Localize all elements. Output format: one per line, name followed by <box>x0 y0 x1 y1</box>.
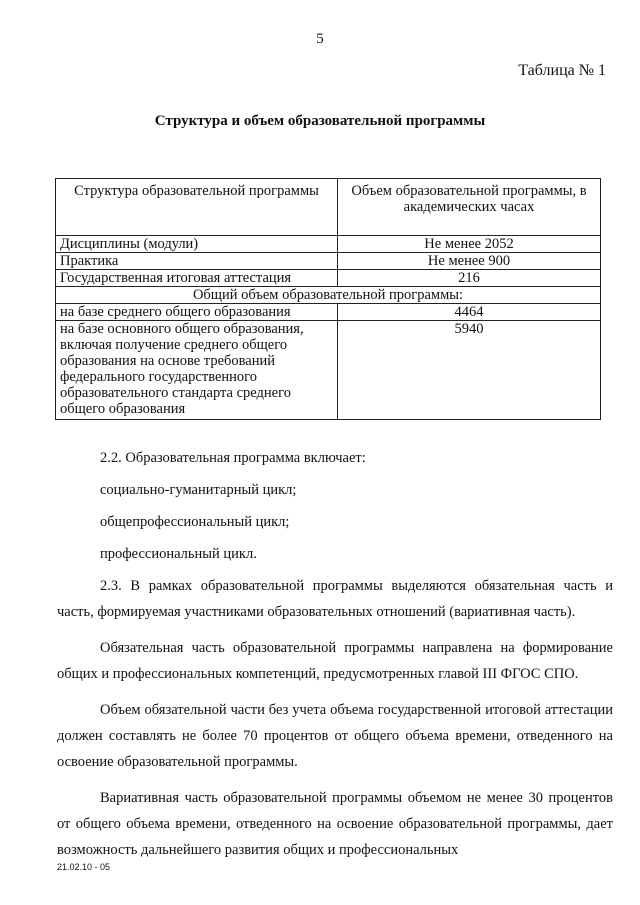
table-row <box>56 270 601 287</box>
table-cell-structure: на базе среднего общего образования <box>56 304 338 321</box>
paragraph: Объем обязательной части без учета объема государственной итоговой аттестации должен составлять не более 70 процентов от общего объема времени, отведенного на освоение образовательной программы. <box>57 702 613 770</box>
table-cell-volume: Не менее 900 <box>338 253 601 270</box>
table-row <box>56 321 601 420</box>
table-row <box>56 236 601 253</box>
table-cell-structure: Практика <box>56 253 338 270</box>
paragraph: профессиональный цикл. <box>100 546 257 562</box>
table-header-volume: Объем образовательной программы, в академических часах <box>338 179 601 236</box>
table-cell-volume: Не менее 2052 <box>338 236 601 253</box>
document-code: 21.02.10 - 05 <box>57 862 111 872</box>
table-cell-volume: 216 <box>338 270 601 287</box>
paragraph: 2.2. Образовательная программа включает: <box>100 450 366 466</box>
table-row <box>56 253 601 270</box>
table-cell-volume: 5940 <box>338 321 601 420</box>
paragraph: Вариативная часть образовательной программы объемом не менее 30 процентов от общего объема времени, отведенного на освоение образовательной программы, дает возможность дальнейшего развития общих и профессиональных <box>57 790 613 858</box>
table-cell-structure: Государственная итоговая аттестация <box>56 270 338 287</box>
paragraph: Обязательная часть образовательной программы направлена на формирование общих и профессиональных компетенций, предусмотренных главой III ФГОС СПО. <box>57 640 613 682</box>
table-total-label: Общий объем образовательной программы: <box>56 287 601 304</box>
table-cell-structure: Дисциплины (модули) <box>56 236 338 253</box>
table-cell-structure: на базе основного общего образования, включая получение среднего общего образования на основе требований федерального государственного образовательного стандарта среднего общего образования <box>56 321 338 420</box>
program-structure-table <box>55 178 601 420</box>
page-title: Структура и объем образовательной программы <box>154 113 486 129</box>
paragraph: социально-гуманитарный цикл; <box>100 482 297 498</box>
body-text <box>57 445 613 863</box>
table-cell-volume: 4464 <box>338 304 601 321</box>
table-label: Таблица № 1 <box>518 62 606 79</box>
table-header-structure: Структура образовательной программы <box>56 179 338 236</box>
table-total-header-row <box>56 287 601 304</box>
table-header-row <box>56 179 601 236</box>
paragraph: общепрофессиональный цикл; <box>100 514 290 530</box>
table-row <box>56 304 601 321</box>
paragraph: 2.3. В рамках образовательной программы выделяются обязательная часть и часть, формируемая участниками образовательных отношений (вариативная часть). <box>57 578 613 620</box>
page-number: 5 <box>316 31 324 47</box>
